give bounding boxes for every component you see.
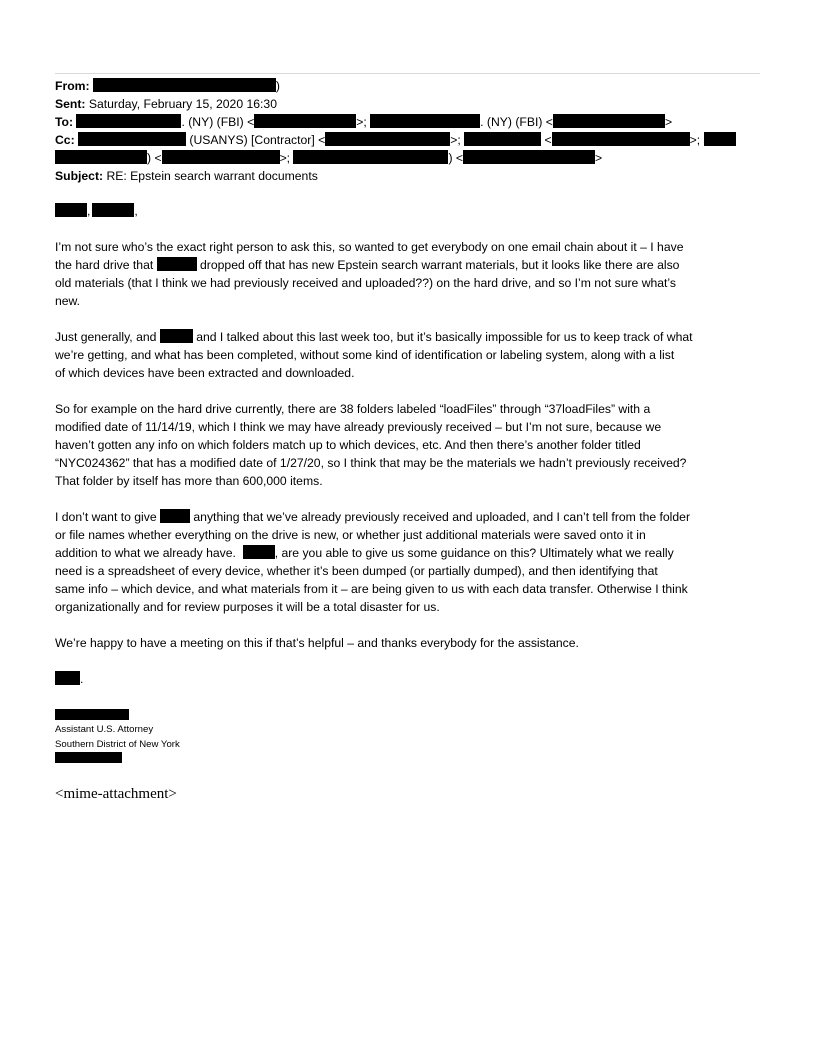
redaction-box <box>463 150 595 164</box>
redaction-box <box>254 114 356 128</box>
redaction-box <box>157 257 197 271</box>
redaction-box <box>55 203 87 217</box>
body-line: we’re getting, and what has been completed, without some kind of identification or labeling system, along with a list <box>55 348 675 362</box>
sent-line <box>55 95 765 113</box>
redaction-box <box>93 78 276 92</box>
sent-label: Sent: <box>55 97 86 111</box>
paragraph <box>55 238 765 310</box>
from-label: From: <box>55 79 90 93</box>
redaction-box <box>55 150 147 164</box>
mime-attachment: <mime-attachment> <box>55 786 177 802</box>
paragraph <box>55 634 765 652</box>
body-line <box>55 508 765 526</box>
signature-block <box>55 709 180 767</box>
body-text: Just generally, and <box>55 330 157 344</box>
body-text: the hard drive that <box>55 258 154 272</box>
redaction-box <box>160 509 190 523</box>
redaction-box <box>464 132 541 146</box>
email-body <box>55 202 765 688</box>
email-header <box>55 77 765 185</box>
body-text: , are you able to give us some guidance on this? Ultimately what we really <box>274 546 674 560</box>
to-label: To: <box>55 115 74 129</box>
sent-value: Saturday, February 15, 2020 16:30 <box>88 97 277 111</box>
body-line: We’re happy to have a meeting on this if that’s helpful – and thanks everybody for the assistance. <box>55 636 579 650</box>
body-line: organizationally and for review purposes it will be a total disaster for us. <box>55 600 440 614</box>
signature-title: Assistant U.S. Attorney <box>55 724 154 735</box>
body-line: That folder by itself has more than 600,000 items. <box>55 474 323 488</box>
cc-line-continued <box>55 149 765 167</box>
body-line: So for example on the hard drive currently, there are 38 folders labeled “loadFiles” through “37loadFiles” with a <box>55 402 651 416</box>
cc-text: >; <box>689 133 701 147</box>
redaction-box <box>92 203 134 217</box>
paragraph <box>55 328 765 382</box>
cc-text: < <box>541 133 552 147</box>
redaction-box <box>162 150 280 164</box>
body-line: of which devices have been extracted and downloaded. <box>55 366 355 380</box>
subject-line <box>55 167 765 185</box>
body-line: modified date of 11/14/19, which I think we may have already previously received – but I’m not sure, because we <box>55 420 662 434</box>
redaction-box <box>293 150 448 164</box>
body-text: anything that we’ve already previously received and uploaded, and I can’t tell from the folder <box>193 510 691 524</box>
subject-value: RE: Epstein search warrant documents <box>106 169 318 183</box>
cc-text: ) < <box>147 151 162 165</box>
cc-line <box>55 131 765 149</box>
paragraph <box>55 508 765 616</box>
body-line <box>55 328 765 346</box>
cc-label: Cc: <box>55 133 75 147</box>
salutation-text: , <box>134 204 138 218</box>
body-line: new. <box>55 294 81 308</box>
body-line: or file names whether everything on the drive is new, or whether just additional materials were saved onto it in <box>55 528 646 542</box>
header-divider <box>55 73 760 74</box>
body-text: I don’t want to give <box>55 510 157 524</box>
sign-off-text: . <box>80 672 84 686</box>
body-text: addition to what we already have. <box>55 546 236 560</box>
redaction-box <box>55 671 80 685</box>
from-tail: ) <box>275 79 280 93</box>
cc-text: >; <box>450 133 461 147</box>
signature-office: Southern District of New York <box>55 739 180 750</box>
to-text: . (NY) (FBI) < <box>181 115 255 129</box>
to-text: >; <box>356 115 367 129</box>
body-text: and I talked about this last week too, but it’s basically impossible for us to keep track of what <box>196 330 693 344</box>
redaction-box <box>78 132 186 146</box>
to-text: . (NY) (FBI) < <box>480 115 553 129</box>
salutation-text: , <box>87 204 91 218</box>
body-line: “NYC024362” that has a modified date of 1/27/20, so I think that may be the materials we hadn’t previously received? <box>55 456 687 470</box>
body-line: same info – which device, and what materials from it – are being given to us with each data transfer. Otherwise I think <box>55 582 688 596</box>
redaction-box <box>325 132 450 146</box>
body-text: dropped off that has new Epstein search warrant materials, but it looks like there are also <box>200 258 680 272</box>
redaction-box <box>552 132 690 146</box>
to-text: > <box>664 115 673 129</box>
cc-text: >; <box>279 151 291 165</box>
redaction-box <box>55 709 129 720</box>
redaction-box <box>704 132 736 146</box>
redaction-box <box>243 545 275 559</box>
to-line <box>55 113 765 131</box>
salutation <box>55 202 765 220</box>
body-line: need is a spreadsheet of every device, whether it’s been dumped (or partially dumped), and then identifying that <box>55 564 658 578</box>
body-line: old materials (that I think we had previously received and uploaded??) on the hard drive, and so I’m not sure what’s <box>55 276 677 290</box>
body-line <box>55 256 765 274</box>
cc-text: ) < <box>448 151 464 165</box>
body-line: haven’t gotten any info on which folders match up to which devices, etc. And then there’s another folder titled <box>55 438 641 452</box>
subject-label: Subject: <box>55 169 104 183</box>
body-line: I’m not sure who’s the exact right person to ask this, so wanted to get everybody on one email chain about it – I have <box>55 240 684 254</box>
redaction-box <box>55 752 122 763</box>
cc-text: (USANYS) [Contractor] < <box>186 133 326 147</box>
body-line <box>55 544 765 562</box>
redaction-box <box>370 114 480 128</box>
redaction-box <box>160 329 193 343</box>
redaction-box <box>76 114 181 128</box>
paragraph <box>55 400 765 490</box>
redaction-box <box>553 114 665 128</box>
from-line <box>55 77 765 95</box>
sign-off <box>55 670 765 688</box>
cc-text: > <box>595 151 603 165</box>
